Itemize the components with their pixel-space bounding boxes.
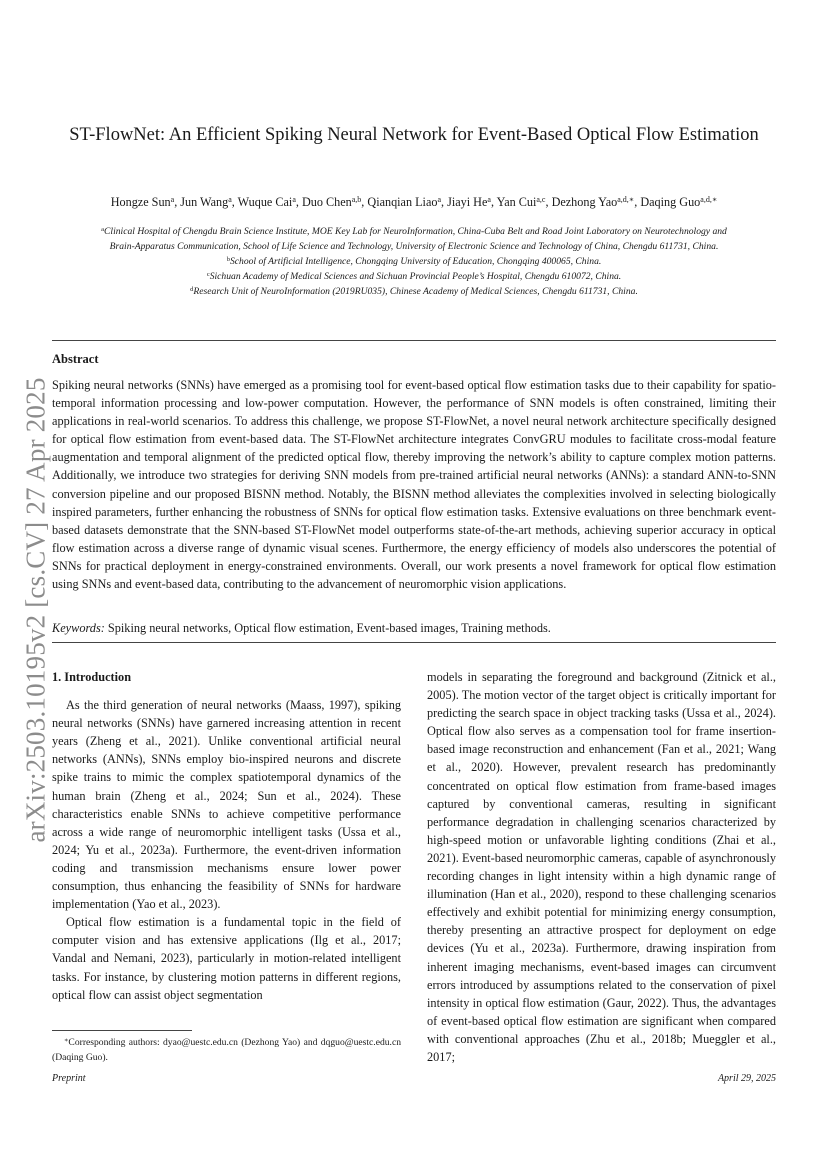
- affiliation-mark: a: [101, 226, 105, 233]
- author-name: Yan Cui: [496, 195, 537, 209]
- author: [111, 195, 174, 209]
- footnote-text: Corresponding authors: dyao@uestc.edu.cn (Dezhong Yao) and dqguo@uestc.edu.cn (Daqing Guo).: [52, 1037, 401, 1063]
- right-column: [427, 668, 776, 1066]
- abstract-bottom-rule: [52, 642, 776, 643]
- author-name: Duo Chen: [301, 195, 352, 209]
- affiliation-mark: c: [206, 271, 210, 278]
- author-affiliation-mark: a: [487, 195, 491, 204]
- author-name: Jiayi He: [447, 195, 488, 209]
- paper-title: ST-FlowNet: An Efficient Spiking Neural Network for Event-Based Optical Flow Estimation: [69, 125, 759, 145]
- footnote: [52, 1035, 401, 1065]
- affiliation-mark: d: [190, 286, 194, 293]
- author-affiliation-mark: a,c: [536, 195, 546, 204]
- keywords-label: Keywords:: [52, 621, 105, 635]
- author-affiliation-mark: a: [292, 195, 296, 204]
- footer-date: April 29, 2025: [717, 1073, 776, 1084]
- author-name: Wuque Cai: [237, 195, 293, 209]
- footnote-mark: ∗: [64, 1037, 69, 1044]
- author-name: Daqing Guo: [640, 195, 701, 209]
- author-affiliation-mark: a,d,∗: [700, 195, 718, 204]
- author-affiliation-mark: a: [170, 195, 175, 204]
- author-name: Hongze Sun: [110, 195, 171, 209]
- affiliation-text: Clinical Hospital of Chengdu Brain Science Institute, MOE Key Lab for NeuroInformation, China-Cuba Belt and Road Joint Laboratory on Neurotechnology and: [104, 226, 727, 237]
- affiliation-text: School of Artificial Intelligence, Chongqing University of Education, Chongqing 400065, China.: [229, 256, 602, 267]
- affiliation-list: [50, 224, 778, 299]
- author-name: Jun Wang: [180, 195, 229, 209]
- author: [640, 195, 717, 209]
- keywords: [52, 621, 551, 636]
- affiliation: [50, 254, 778, 269]
- author: [238, 195, 296, 209]
- affiliation: [50, 284, 778, 299]
- affiliation-text: Sichuan Academy of Medical Sciences and Sichuan Provincial People’s Hospital, Chengdu 610072, China.: [209, 271, 622, 282]
- abstract-top-rule: [52, 340, 776, 341]
- abstract-text: Spiking neural networks (SNNs) have emerged as a promising tool for event-based optical flow estimation tasks due to their capability for spatio-temporal information processing and low-power computation. However, the performance of SNN models is often constrained, limiting their applications in real-world scenarios. To address this challenge, we propose ST-FlowNet, a novel neural network architecture specifically designed for optical flow estimation from event-based data. The ST-FlowNet architecture integrates ConvGRU modules to facilitate cross-modal feature augmentation and temporal alignment of the predicted optical flow, thereby improving the network’s ability to capture complex motion patterns. Additionally, we introduce two strategies for deriving SNN models from pre-trained artificial neural networks (ANNs): a standard ANN-to-SNN conversion pipeline and our proposed BISNN method. Notably, the BISNN method alleviates the complexities involved in selecting biologically inspired parameters, further enhancing the robustness of SNNs for optical flow estimation tasks. Extensive evaluations on three benchmark event-based datasets demonstrate that the SNN-based ST-FlowNet model outperforms state-of-the-art methods, achieving superior accuracy in optical flow estimation across a diverse range of dynamic visual scenes. Furthermore, the energy efficiency of models also underscores the potential of SNNs for practical deployment in energy-constrained environments. Overall, our work presents a novel framework for optical flow estimation using SNNs and event-based data, contributing to the advancement of neuromorphic vision applications.: [52, 378, 776, 592]
- keywords-text: Spiking neural networks, Optical flow estimation, Event-based images, Training methods.: [107, 621, 551, 635]
- arxiv-identifier: arXiv:2503.10195v2 [cs.CV] 27 Apr 2025: [20, 377, 51, 843]
- paragraph: Optical flow estimation is a fundamental topic in the field of computer vision and has extensive applications (Ilg et al., 2017; Vandal and Nemani, 2023), particularly in motion-related intelligent tasks. For instance, by clustering motion patterns in different regions, optical flow can assist object segmentation: [52, 915, 401, 1002]
- abstract-heading: Abstract: [52, 352, 99, 366]
- left-column: [52, 668, 401, 1004]
- author-affiliation-mark: a: [228, 195, 232, 204]
- author: [497, 195, 546, 209]
- paragraph: models in separating the foreground and background (Zitnick et al., 2005). The motion vector of the target object is critically important for predicting the search space in object tracking tasks (Ussa et al., 2024). Optical flow also serves as a compensation tool for frame insertion-based image reconstruction and enhancement (Fan et al., 2021; Wang et al., 2020). However, prevalent research has predominantly concentrated on optical flow estimation from frame-based images captured by conventional cameras, resulting in significant performance degradation in challenging scenarios characterized by high-speed motion or unfavorable lighting conditions (Zhai et al., 2021). Event-based neuromorphic cameras, capable of asynchronously recording changes in light intensity within a high dynamic range of illumination (Han et al., 2020), respond to these challenging scenarios effectively and exhibit potential for minimizing energy consumption, thereby presenting an attractive prospect for deployment on edge devices (Yu et al., 2023a). Furthermore, drawing inspiration from inherent imaging mechanisms, event-based images can circumvent errors introduced by assumptions related to the conservation of pixel intensity in optical flow estimation (Gaur, 2022). Thus, the advantages of event-based optical flow estimation are significant when compared with conventional approaches (Zhu et al., 2018b; Mueggler et al., 2017;: [427, 670, 776, 1064]
- author-name: Qianqian Liao: [367, 195, 438, 209]
- affiliation: [50, 224, 778, 239]
- author: [367, 195, 441, 209]
- author: [447, 195, 491, 209]
- paragraph: As the third generation of neural networks (Maass, 1997), spiking neural networks (SNNs) have garnered increasing attention in recent years (Zheng et al., 2021). Unlike conventional artificial neural networks (ANNs), SNNs employ bio-inspired neurons and discrete spike trains to mimic the complex spatiotemporal dynamics of the human brain (Zheng et al., 2024; Sun et al., 2024). These characteristics enable SNNs to achieve competitive performance across a wide range of neuromorphic intelligent tasks (Ussa et al., 2024; Yu et al., 2023a). Furthermore, the event-driven information coding and transmission mechanisms ensure lower power consumption, thus enhancing the feasibility of SNNs for hardware implementation (Yao et al., 2023).: [52, 698, 401, 912]
- affiliation-mark: b: [226, 256, 230, 263]
- author-affiliation-mark: a,d,∗: [617, 195, 635, 204]
- author-name: Dezhong Yao: [551, 195, 618, 209]
- author-affiliation-mark: a,b: [351, 195, 362, 204]
- affiliation: [50, 239, 778, 254]
- author: [302, 195, 361, 209]
- author: [552, 195, 635, 209]
- author-list: Hongze Sun$^a$, Jun Wang$^a$, Wuque Cai$^a$, Duo Chen$^{a,b}$, Qianqian Liao$^a$, Jiayi He$^a$, Yan Cui$^{a,c}$, Dezhong Yao$^{a,d,∗}$, Daqing Guo$^{a,d,∗}$: [110, 195, 718, 209]
- footer-preprint: Preprint: [52, 1073, 86, 1084]
- footnote-rule: [52, 1030, 192, 1031]
- section-heading-introduction: 1. Introduction: [52, 670, 132, 684]
- author-affiliation-mark: a: [437, 195, 442, 204]
- author: [180, 195, 231, 209]
- affiliation-text: Brain-Apparatus Communication, School of Life Science and Technology, University of Electronic Science and Technology of China, Chengdu 611731, China.: [109, 241, 719, 252]
- affiliation: [50, 269, 778, 284]
- affiliation-text: Research Unit of NeuroInformation (2019RU035), Chinese Academy of Medical Sciences, Chengdu 611731, China.: [193, 286, 638, 297]
